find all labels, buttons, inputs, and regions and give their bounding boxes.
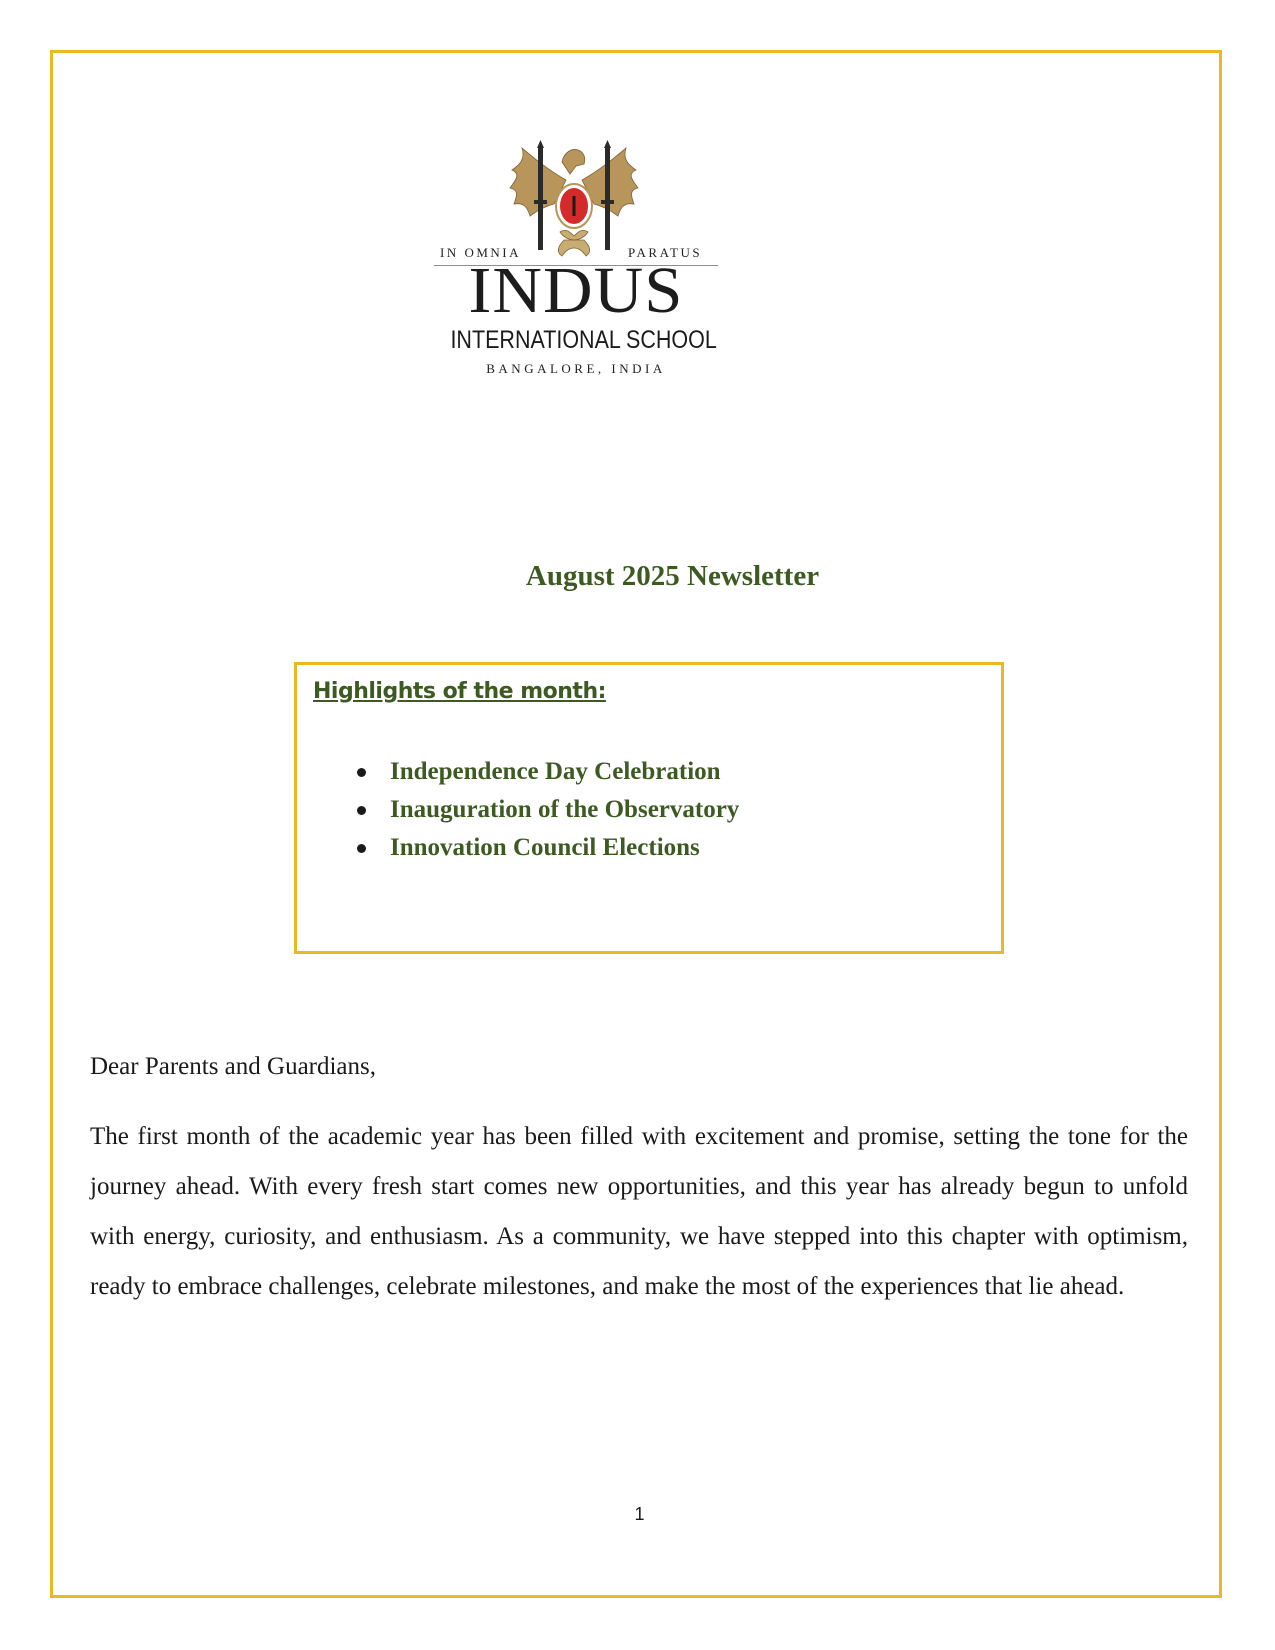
page-number-text: 1 <box>634 1504 645 1524</box>
newsletter-title <box>0 560 1275 593</box>
highlight-item-text: Innovation Council Elections <box>390 834 700 861</box>
letter-paragraph: The first month of the academic year has been filled with excitement and promise, setting the tone for the journey ahead. With every fresh start comes new opportunities, and this year has already begun to unfold with energy, curiosity, and enthusiasm. As a community, we have stepped into this chapter with optimism, ready to embrace challenges, celebrate milestones, and make the most of the experiences that lie ahead. <box>90 1123 1188 1300</box>
bullet-icon <box>357 768 366 777</box>
motto-left: IN OMNIA <box>440 245 522 260</box>
logo-subtitle: INTERNATIONAL SCHOOL <box>450 326 717 354</box>
bullet-icon <box>357 844 366 853</box>
highlight-item-text: Independence Day Celebration <box>390 758 721 785</box>
logo-location: BANGALORE, INDIA <box>486 361 666 376</box>
logo-wordmark: INDUS <box>468 254 684 327</box>
motto-right: PARATUS <box>628 245 703 260</box>
highlights-box <box>294 662 1004 954</box>
list-item <box>357 829 739 867</box>
list-item <box>357 791 739 829</box>
list-item <box>357 753 739 791</box>
highlights-heading: Highlights of the month: <box>313 679 606 704</box>
newsletter-title-text: August 2025 Newsletter <box>525 560 820 592</box>
highlights-list <box>357 753 739 867</box>
school-logo <box>430 140 722 380</box>
highlight-item-text: Inauguration of the Observatory <box>390 796 740 823</box>
crest-icon <box>504 140 644 260</box>
bullet-icon <box>357 806 366 815</box>
page-number <box>0 1504 1275 1525</box>
letter-salutation: Dear Parents and Guardians, <box>90 1053 377 1080</box>
